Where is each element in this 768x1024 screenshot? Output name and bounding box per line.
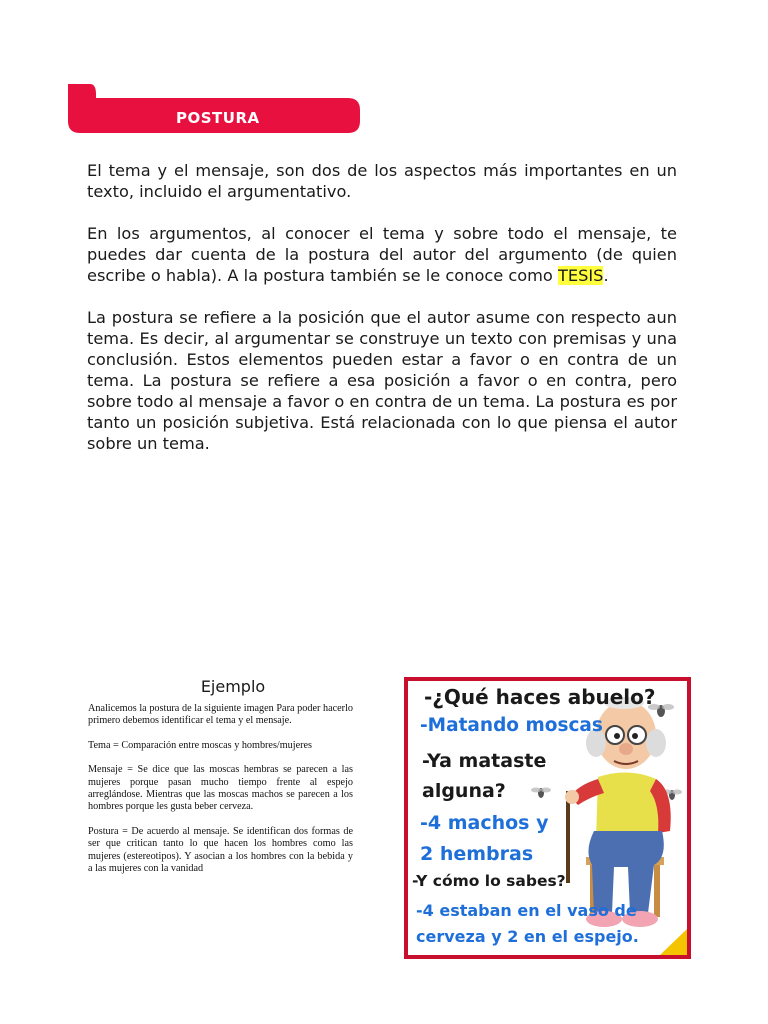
meme-line-4: alguna? <box>422 780 506 802</box>
fly-icon-2 <box>531 788 551 799</box>
example-mensaje: Mensaje = Se dice que las moscas hembras se parecen a las mujeres porque pasan mucho tiempo frente al espejo arreglándose. Mientras que las moscas machos se parecen a los hombres porque les gusta beber cerveza. <box>88 764 353 813</box>
paragraph-postura-definition: La postura se refiere a la posición que el autor asume con respecto aun tema. Es decir, al argumentar se construye un texto con premisas y una conclusión. Estos elementos pueden estar a favor o en contra de un tema. La postura se refiere a esa posición a favor o en contra, pero sobre todo al mensaje a favor o en contra de un tema. La postura es por tanto un posición subjetiva. Está relacionada con lo que piensa el autor sobre un tema. <box>87 308 677 453</box>
example-tema: Tema = Comparación entre moscas y hombres/mujeres <box>88 739 312 751</box>
section-title: POSTURA <box>176 109 260 127</box>
meme-line-6: 2 hembras <box>420 843 534 865</box>
example-intro: Analicemos la postura de la siguiente imagen Para poder hacerlo primero debemos identificar el tema y el mensaje. <box>88 703 353 727</box>
section-header-banner <box>68 84 360 134</box>
example-title: Ejemplo <box>200 677 266 696</box>
meme-line-7: -Y cómo lo sabes? <box>412 872 566 890</box>
paragraph-tesis-end: . <box>603 266 609 285</box>
meme-line-2: -Matando moscas <box>420 715 603 736</box>
paragraph-tesis-text: En los argumentos, al conocer el tema y sobre todo el mensaje, te puedes dar cuenta de la postura del autor del argumento (de quien escribe o habla). A la postura también se le conoce como <box>87 224 677 285</box>
example-text-block <box>88 703 353 887</box>
example-postura: Postura = De acuerdo al mensaje. Se identifican dos formas de ser que critican tanto lo que hacen los hombres como las mujeres (estereotipos). Y asocian a los hombres con la bebida y a las mujeres con la vanidad <box>88 825 353 875</box>
meme-line-5: -4 machos y <box>420 812 549 834</box>
paragraph-tema-mensaje: El tema y el mensaje, son dos de los aspectos más importantes en un texto, incluido el argumentativo. <box>87 161 677 201</box>
meme-line-1: -¿Qué haces abuelo? <box>424 685 656 709</box>
meme-image <box>404 677 691 959</box>
meme-line-9: cerveza y 2 en el espejo. <box>416 927 639 946</box>
meme-line-3: -Ya mataste <box>422 750 547 772</box>
paragraph-tesis <box>87 223 677 286</box>
meme-line-8: -4 estaban en el vaso de <box>416 901 637 920</box>
tesis-highlight: TESIS <box>557 266 604 285</box>
main-text-block <box>87 160 677 475</box>
